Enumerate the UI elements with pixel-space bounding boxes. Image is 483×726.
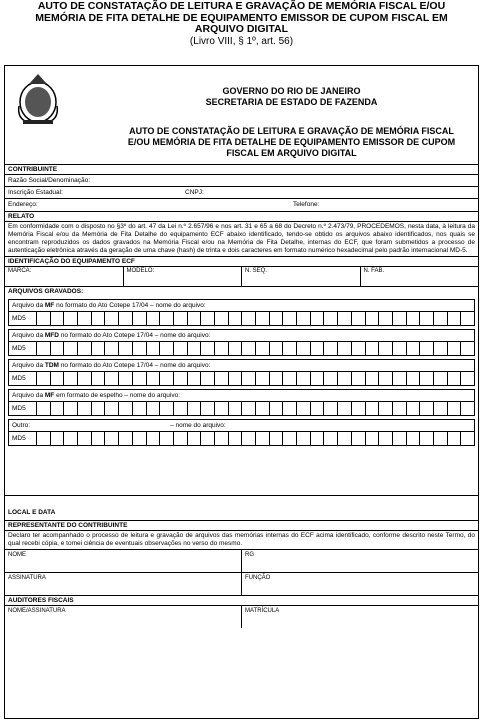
file-label [8,419,475,431]
local-data-section [5,496,478,521]
md5-char-cell[interactable] [51,402,65,415]
md5-char-cell[interactable] [215,312,229,325]
md5-char-cell[interactable] [393,432,407,445]
md5-char-cell[interactable] [338,402,352,415]
file-label [8,329,475,341]
md5-char-cell[interactable] [311,312,325,325]
file-entry [5,386,478,416]
md5-char-cell[interactable] [51,342,65,355]
md5-char-cell[interactable] [147,402,161,415]
file-label-prefix: Arquivo da [12,332,45,339]
representative-text: Declaro ter acompanhado o processo de leitura e gravação de arquivos das memórias internas do ECF acima identificado, conforme descrito neste Termo, do qual recebi cópia, e tomei ciência de eventuais observações no verso do mesmo. [5,531,478,550]
md5-char-cell[interactable] [270,312,284,325]
matricula-field[interactable]: MATRÍCULA [245,608,280,614]
files-section [5,287,478,496]
md5-char-cell[interactable] [379,372,393,385]
md5-char-cell[interactable] [105,372,119,385]
md5-char-cell[interactable] [188,312,202,325]
md5-char-cell[interactable] [461,312,474,325]
md5-char-cell[interactable] [92,342,106,355]
md5-char-cell[interactable] [393,372,407,385]
md5-label: MD5 [9,432,37,445]
md5-char-cell[interactable] [78,342,92,355]
md5-char-cell[interactable] [37,372,51,385]
cnpj-field[interactable]: CNPJ: [185,189,204,196]
md5-char-cell[interactable] [448,402,462,415]
nome-assinatura-field[interactable]: NOME/ASSINATURA [5,606,242,628]
md5-char-cell[interactable] [188,402,202,415]
md5-char-cell[interactable] [297,372,311,385]
nfab-field[interactable]: N. FAB. [363,268,385,274]
md5-char-cell[interactable] [379,312,393,325]
md5-char-cell[interactable] [283,342,297,355]
md5-char-cell[interactable] [461,372,474,385]
md5-char-cell[interactable] [215,342,229,355]
md5-hash-field[interactable] [8,401,475,416]
md5-char-cell[interactable] [393,342,407,355]
md5-char-cell[interactable] [420,432,434,445]
md5-char-cell[interactable] [407,402,421,415]
md5-char-cell[interactable] [256,402,270,415]
assinatura-field[interactable]: ASSINATURA [5,573,242,595]
file-label-prefix: Outro: [12,422,31,429]
title-line: E/OU MEMÓRIA DE FITA DETALHE DE EQUIPAMENTO EMISSOR DE CUPOM [127,137,456,147]
md5-char-cell[interactable] [119,432,133,445]
md5-char-cell[interactable] [37,402,51,415]
md5-char-cell[interactable] [434,312,448,325]
md5-char-cell[interactable] [393,402,407,415]
md5-char-cell[interactable] [37,312,51,325]
md5-char-cell[interactable] [105,312,119,325]
md5-char-cell[interactable] [297,402,311,415]
md5-char-cell[interactable] [201,372,215,385]
relato-section [5,212,478,257]
form-heading [5,66,478,165]
md5-char-cell[interactable] [147,432,161,445]
md5-char-cell[interactable] [297,432,311,445]
md5-char-cell[interactable] [51,312,65,325]
md5-char-cell[interactable] [366,402,380,415]
rg-field[interactable]: RG [245,552,254,558]
md5-char-cell[interactable] [448,432,462,445]
file-label-key: MF [44,392,55,399]
md5-char-cell[interactable] [420,312,434,325]
header-title [0,1,483,36]
gov-line: GOVERNO DO RIO DE JANEIRO [222,86,361,96]
md5-char-cell[interactable] [379,432,393,445]
md5-char-cell[interactable] [461,402,474,415]
md5-char-cell[interactable] [434,402,448,415]
md5-char-cell[interactable] [352,312,366,325]
md5-char-cell[interactable] [448,342,462,355]
header-line: ARQUIVO DIGITAL [194,23,289,35]
file-label-suffix: no formato do Ato Cotepe 17/04 – nome do arquivo: [58,332,211,339]
equipment-section [5,257,478,287]
md5-label: MD5 [9,342,37,355]
md5-char-cell[interactable] [338,312,352,325]
md5-char-cell[interactable] [201,402,215,415]
md5-char-cell[interactable] [242,432,256,445]
md5-char-cell[interactable] [283,432,297,445]
representative-section [5,521,478,596]
section-title: CONTRIBUINTE [5,165,478,175]
file-entry [5,326,478,356]
md5-char-cell[interactable] [311,342,325,355]
telefone-field[interactable]: Telefone: [293,201,320,208]
md5-char-cell[interactable] [461,342,474,355]
md5-char-cell[interactable] [160,372,174,385]
md5-char-cell[interactable] [256,342,270,355]
md5-char-cell[interactable] [434,432,448,445]
md5-char-cell[interactable] [297,342,311,355]
md5-char-cell[interactable] [270,432,284,445]
md5-char-cell[interactable] [78,372,92,385]
md5-char-cell[interactable] [215,372,229,385]
endereco-row [5,199,478,211]
md5-char-cell[interactable] [119,312,133,325]
file-label-key: MFD [44,332,59,339]
md5-char-cell[interactable] [229,312,243,325]
md5-char-cell[interactable] [379,342,393,355]
md5-char-cell[interactable] [366,372,380,385]
md5-char-cell[interactable] [147,342,161,355]
title-line: AUTO DE CONSTATAÇÃO DE LEITURA E GRAVAÇÃO DE MEMÓRIA FISCAL [129,126,454,136]
md5-char-cell[interactable] [105,342,119,355]
md5-char-cell[interactable] [434,372,448,385]
relato-text: Em conformidade com o disposto no §3º do art. 47 da Lei n.º 2.657/96 e nos art. 31 e 65 a 68 do Decreto n.º 2.473/79, PROCEDEMOS, nesta data, à leitura da Memória Fiscal e/ou da Memória de Fita Detalhe do equipamento ECF abaixo identificado, tendo-se obtido os arquivos abaixo identificados, nos quais se encontram reproduzidos os dados gravados na Memória Fiscal e/ou na Memória de Fita Detalhe, internas do ECF, que foram submetidos a processo de autenticação eletrônica através da geração de uma chave (hash) de trinta e dois caracteres em formato numérico hexadecimal pelo padrão internacional MD-5. [8,223,475,254]
md5-char-cell[interactable] [270,402,284,415]
md5-char-cell[interactable] [434,342,448,355]
md5-hash-field[interactable] [8,371,475,386]
file-label-key: MF [44,302,55,309]
md5-char-cell[interactable] [188,372,202,385]
md5-hash-field[interactable] [8,431,475,446]
section-title: IDENTIFICAÇÃO DO EQUIPAMENTO ECF [5,257,478,267]
md5-char-cell[interactable] [51,372,65,385]
md5-char-cell[interactable] [256,312,270,325]
md5-char-cell[interactable] [338,432,352,445]
nseq-field[interactable]: N. SEQ. [242,267,361,286]
md5-char-cell[interactable] [283,372,297,385]
md5-char-cell[interactable] [229,372,243,385]
inscricao-field[interactable]: Inscrição Estadual: [8,189,63,196]
document-header [0,1,483,48]
md5-char-cell[interactable] [174,342,188,355]
md5-char-cell[interactable] [201,312,215,325]
file-entry [5,416,478,446]
file-label [8,389,475,401]
section-title: ARQUIVOS GRAVADOS: [8,288,84,295]
md5-char-cell[interactable] [379,402,393,415]
md5-char-cell[interactable] [201,432,215,445]
md5-char-cell[interactable] [133,372,147,385]
md5-char-cell[interactable] [147,372,161,385]
md5-char-cell[interactable] [64,312,78,325]
md5-char-cell[interactable] [64,342,78,355]
md5-char-cell[interactable] [37,432,51,445]
file-label-key: TDM [44,362,59,369]
md5-char-cell[interactable] [105,432,119,445]
md5-char-cell[interactable] [188,432,202,445]
md5-char-cell[interactable] [256,372,270,385]
nome-field[interactable]: NOME [5,550,242,572]
md5-char-cell[interactable] [407,312,421,325]
md5-char-cell[interactable] [311,372,325,385]
header-reference: (Livro VIII, § 1º, art. 56) [189,35,294,47]
md5-char-cell[interactable] [270,342,284,355]
inscricao-row [5,187,478,199]
title-line: FISCAL EM ARQUIVO DIGITAL [226,148,357,158]
file-label [8,359,475,371]
files-list [5,296,478,446]
md5-char-cell[interactable] [51,432,65,445]
md5-char-cell[interactable] [407,432,421,445]
md5-char-cell[interactable] [229,432,243,445]
razao-social-field[interactable]: Razão Social/Denominação: [5,175,478,187]
md5-char-cell[interactable] [448,372,462,385]
file-label-suffix: no formato do Ato Cotepe 17/04 – nome do arquivo: [54,302,206,309]
md5-char-cell[interactable] [147,312,161,325]
md5-char-cell[interactable] [420,402,434,415]
md5-char-cell[interactable] [270,372,284,385]
md5-char-cell[interactable] [229,342,243,355]
md5-char-cell[interactable] [366,312,380,325]
md5-char-cell[interactable] [160,342,174,355]
md5-char-cell[interactable] [407,342,421,355]
file-label-prefix: Arquivo da [12,392,45,399]
md5-char-cell[interactable] [215,402,229,415]
md5-char-cell[interactable] [324,342,338,355]
funcao-field[interactable]: FUNÇÃO [245,575,271,581]
section-title: REPRESENTANTE DO CONTRIBUINTE [5,521,478,531]
md5-char-cell[interactable] [78,432,92,445]
md5-char-cell[interactable] [133,432,147,445]
md5-char-cell[interactable] [174,312,188,325]
md5-char-cell[interactable] [188,342,202,355]
md5-char-cell[interactable] [105,402,119,415]
file-label [8,299,475,311]
file-label-suffix: em formato de espelho – nome do arquivo: [54,392,181,399]
md5-char-cell[interactable] [242,402,256,415]
md5-char-cell[interactable] [297,312,311,325]
md5-char-cell[interactable] [78,402,92,415]
md5-char-cell[interactable] [242,372,256,385]
md5-char-cell[interactable] [338,342,352,355]
modelo-field[interactable]: MODELO: [124,267,243,286]
form-title [105,126,478,159]
md5-char-cell[interactable] [201,342,215,355]
md5-char-cell[interactable] [133,312,147,325]
md5-char-cell[interactable] [160,402,174,415]
md5-char-cell[interactable] [448,312,462,325]
md5-hash-field[interactable] [8,341,475,356]
md5-char-cell[interactable] [64,402,78,415]
md5-hash-field[interactable] [8,311,475,326]
contribuinte-section [5,165,478,212]
md5-char-cell[interactable] [229,402,243,415]
md5-label: MD5 [9,402,37,415]
md5-char-cell[interactable] [324,312,338,325]
md5-char-cell[interactable] [160,312,174,325]
md5-char-cell[interactable] [283,312,297,325]
md5-char-cell[interactable] [174,372,188,385]
file-label-suffix: – nome do arquivo: [170,422,226,429]
form [4,65,479,719]
md5-char-cell[interactable] [119,402,133,415]
md5-char-cell[interactable] [92,432,106,445]
rep-row [5,550,478,573]
md5-char-cell[interactable] [64,372,78,385]
file-entry [5,356,478,386]
auditor-row [5,606,478,628]
md5-char-cell[interactable] [133,342,147,355]
md5-char-cell[interactable] [324,432,338,445]
section-title: RELATO [5,212,478,222]
md5-char-cell[interactable] [338,372,352,385]
section-title[interactable]: LOCAL E DATA [8,509,56,516]
md5-char-cell[interactable] [366,342,380,355]
md5-char-cell[interactable] [242,312,256,325]
md5-char-cell[interactable] [174,432,188,445]
md5-char-cell[interactable] [92,372,106,385]
md5-char-cell[interactable] [215,432,229,445]
file-label-prefix: Arquivo da [12,302,45,309]
md5-char-cell[interactable] [324,372,338,385]
md5-char-cell[interactable] [420,342,434,355]
md5-char-cell[interactable] [461,432,474,445]
auditors-section [5,596,478,628]
md5-char-cell[interactable] [174,402,188,415]
md5-char-cell[interactable] [407,372,421,385]
md5-char-cell[interactable] [366,432,380,445]
md5-char-cell[interactable] [78,312,92,325]
marca-field[interactable]: MARCA: [5,267,124,286]
section-title: AUDITORES FISCAIS [5,596,478,606]
md5-char-cell[interactable] [283,402,297,415]
government-name [105,86,478,108]
endereco-field[interactable]: Endereço: [8,201,38,208]
md5-char-cell[interactable] [133,402,147,415]
md5-char-cell[interactable] [352,342,366,355]
file-label-prefix: Arquivo da [12,362,45,369]
header-line: MEMÓRIA DE FITA DETALHE DE EQUIPAMENTO EMISSOR DE CUPOM FISCAL EM [35,11,448,24]
md5-char-cell[interactable] [92,312,106,325]
md5-label: MD5 [9,372,37,385]
gov-line: SECRETARIA DE ESTADO DE FAZENDA [205,97,378,107]
md5-char-cell[interactable] [242,342,256,355]
md5-char-cell[interactable] [352,402,366,415]
md5-label: MD5 [9,312,37,325]
md5-char-cell[interactable] [324,402,338,415]
md5-char-cell[interactable] [393,312,407,325]
md5-char-cell[interactable] [420,372,434,385]
md5-char-cell[interactable] [119,372,133,385]
file-label-suffix: no formato do Ato Cotepe 17/04 – nome do arquivo: [58,362,211,369]
md5-char-cell[interactable] [92,402,106,415]
equipment-fields [5,267,478,286]
md5-char-cell[interactable] [311,432,325,445]
md5-char-cell[interactable] [64,432,78,445]
state-seal-icon [15,72,61,126]
rep-row [5,573,478,595]
md5-char-cell[interactable] [256,432,270,445]
file-entry [5,296,478,326]
md5-char-cell[interactable] [119,342,133,355]
md5-char-cell[interactable] [160,432,174,445]
md5-char-cell[interactable] [352,432,366,445]
header-line: AUTO DE CONSTATAÇÃO DE LEITURA E GRAVAÇÃO DE MEMÓRIA FISCAL E/OU [37,0,446,12]
md5-char-cell[interactable] [352,372,366,385]
md5-char-cell[interactable] [311,402,325,415]
md5-char-cell[interactable] [37,342,51,355]
